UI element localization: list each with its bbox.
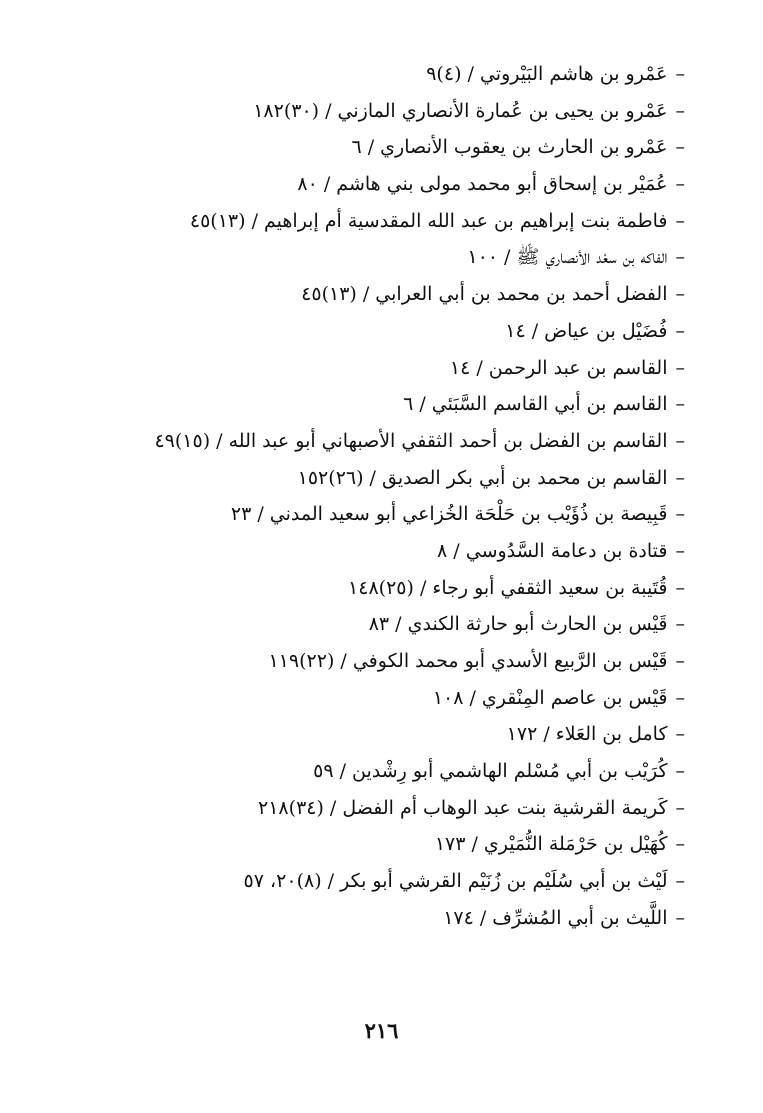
entry-dash: –	[675, 246, 685, 269]
entry-text: الفضل أحمد بن محمد بن أبي العرابي / (١٣)٤٥	[301, 283, 668, 306]
entry-text: قَيْس بن عاصم المِنْقري / ١٠٨	[432, 686, 668, 709]
index-entry	[125, 239, 685, 276]
entry-text: قُتَيبة بن سعيد الثقفي أبو رجاء / (٢٥)١٤٨	[348, 576, 668, 599]
entry-text: الفاكه بن سعْد الأنصاري ﷺ / ١٠٠	[467, 246, 668, 269]
entry-text: عَمْرو بن الحارث بن يعقوب الأنصاري / ٦	[351, 136, 668, 159]
index-entry	[125, 350, 685, 387]
entry-dash: –	[675, 723, 685, 746]
entry-dash: –	[675, 466, 685, 489]
index-entry	[125, 203, 685, 240]
entry-text: القاسم بن الفضل بن أحمد الثقفي الأصبهاني أبو عبد الله / (١٥)٤٩	[154, 429, 668, 452]
index-entries	[125, 56, 685, 937]
entry-dash: –	[675, 393, 685, 416]
entry-text: عُمَيْر بن إسحاق أبو محمد مولى بني هاشم / ٨٠	[297, 173, 668, 196]
entry-text: اللَّيث بن أبي المُشرِّف / ١٧٤	[443, 906, 668, 929]
entry-dash: –	[675, 319, 685, 342]
entry-dash: –	[675, 136, 685, 159]
entry-text: قَيْس بن الرَّبيع الأسدي أبو محمد الكوفي / (٢٢)١١٩	[268, 650, 668, 672]
index-entry	[125, 900, 685, 937]
entry-dash: –	[675, 650, 685, 672]
entry-text: لَيْث بن أبي سُلَيْم بن زُنَيْم القرشي أبو بكر / (٨)٢٠، ٥٧	[243, 870, 668, 893]
index-entry	[125, 716, 685, 753]
entry-text: قَيْس بن الحارث أبو حارثة الكندي / ٨٣	[368, 613, 668, 636]
entry-dash: –	[675, 686, 685, 709]
entry-dash: –	[675, 209, 685, 232]
entry-dash: –	[675, 760, 685, 783]
index-entry	[125, 790, 685, 827]
entry-dash: –	[675, 796, 685, 819]
page-number: ٢١٦	[364, 1018, 399, 1043]
entry-dash: –	[675, 429, 685, 452]
index-entry	[125, 56, 685, 93]
entry-text: القاسم بن أبي القاسم السَّبَئي / ٦	[403, 393, 668, 416]
entry-dash: –	[675, 503, 685, 526]
entry-dash: –	[675, 173, 685, 196]
entry-dash: –	[675, 283, 685, 306]
entry-text: فاطمة بنت إبراهيم بن عبد الله المقدسية أم إبراهيم / (١٣)٤٥	[189, 209, 668, 232]
entry-dash: –	[675, 870, 685, 893]
entry-text: عَمْرو بن هاشم البَيْروتي / (٤)٩	[426, 63, 668, 85]
entry-dash: –	[675, 63, 685, 85]
index-entry	[125, 643, 685, 680]
entry-dash: –	[675, 833, 685, 856]
index-entry	[125, 129, 685, 166]
entry-dash: –	[675, 613, 685, 636]
index-entry	[125, 826, 685, 863]
entry-text: فُضَيْل بن عياض / ١٤	[505, 319, 668, 342]
entry-text: كُهَيْل بن حَرْمَلة النُّمَيْري / ١٧٣	[434, 833, 668, 856]
index-entry	[125, 606, 685, 643]
index-entry	[125, 460, 685, 497]
index-entry	[125, 496, 685, 533]
entry-dash: –	[675, 906, 685, 929]
index-entry	[125, 423, 685, 460]
entry-text: قَبِيصة بن ذُؤَيْب بن حَلْحَة الخُزاعي أبو سعيد المدني / ٢٣	[230, 503, 668, 526]
entry-text: القاسم بن عبد الرحمن / ١٤	[449, 356, 668, 379]
index-entry	[125, 276, 685, 313]
index-entry	[125, 863, 685, 900]
entry-text: كَريمة القرشية بنت عبد الوهاب أم الفضل / (٣٤)٢١٨	[258, 796, 668, 819]
entry-text: كامل بن العَلاء / ١٧٢	[506, 723, 668, 746]
entry-text: القاسم بن محمد بن أبي بكر الصديق / (٢٦)١٥٢	[297, 466, 668, 489]
index-entry	[125, 386, 685, 423]
entry-dash: –	[675, 99, 685, 122]
index-entry	[125, 680, 685, 717]
entry-dash: –	[675, 356, 685, 379]
entry-text: كُرَيْب بن أبي مُسْلم الهاشمي أبو رِشْدين / ٥٩	[313, 760, 668, 783]
index-entry	[125, 533, 685, 570]
index-entry	[125, 313, 685, 350]
index-entry	[125, 166, 685, 203]
entry-dash: –	[675, 539, 685, 562]
index-entry	[125, 570, 685, 607]
entry-text: عَمْرو بن يحيى بن عُمارة الأنصاري المازني / (٣٠)١٨٢	[253, 99, 668, 122]
entry-dash: –	[675, 576, 685, 599]
entry-text: قتادة بن دعامة السَّدُوسي / ٨	[437, 539, 668, 562]
index-entry	[125, 753, 685, 790]
index-entry	[125, 93, 685, 130]
